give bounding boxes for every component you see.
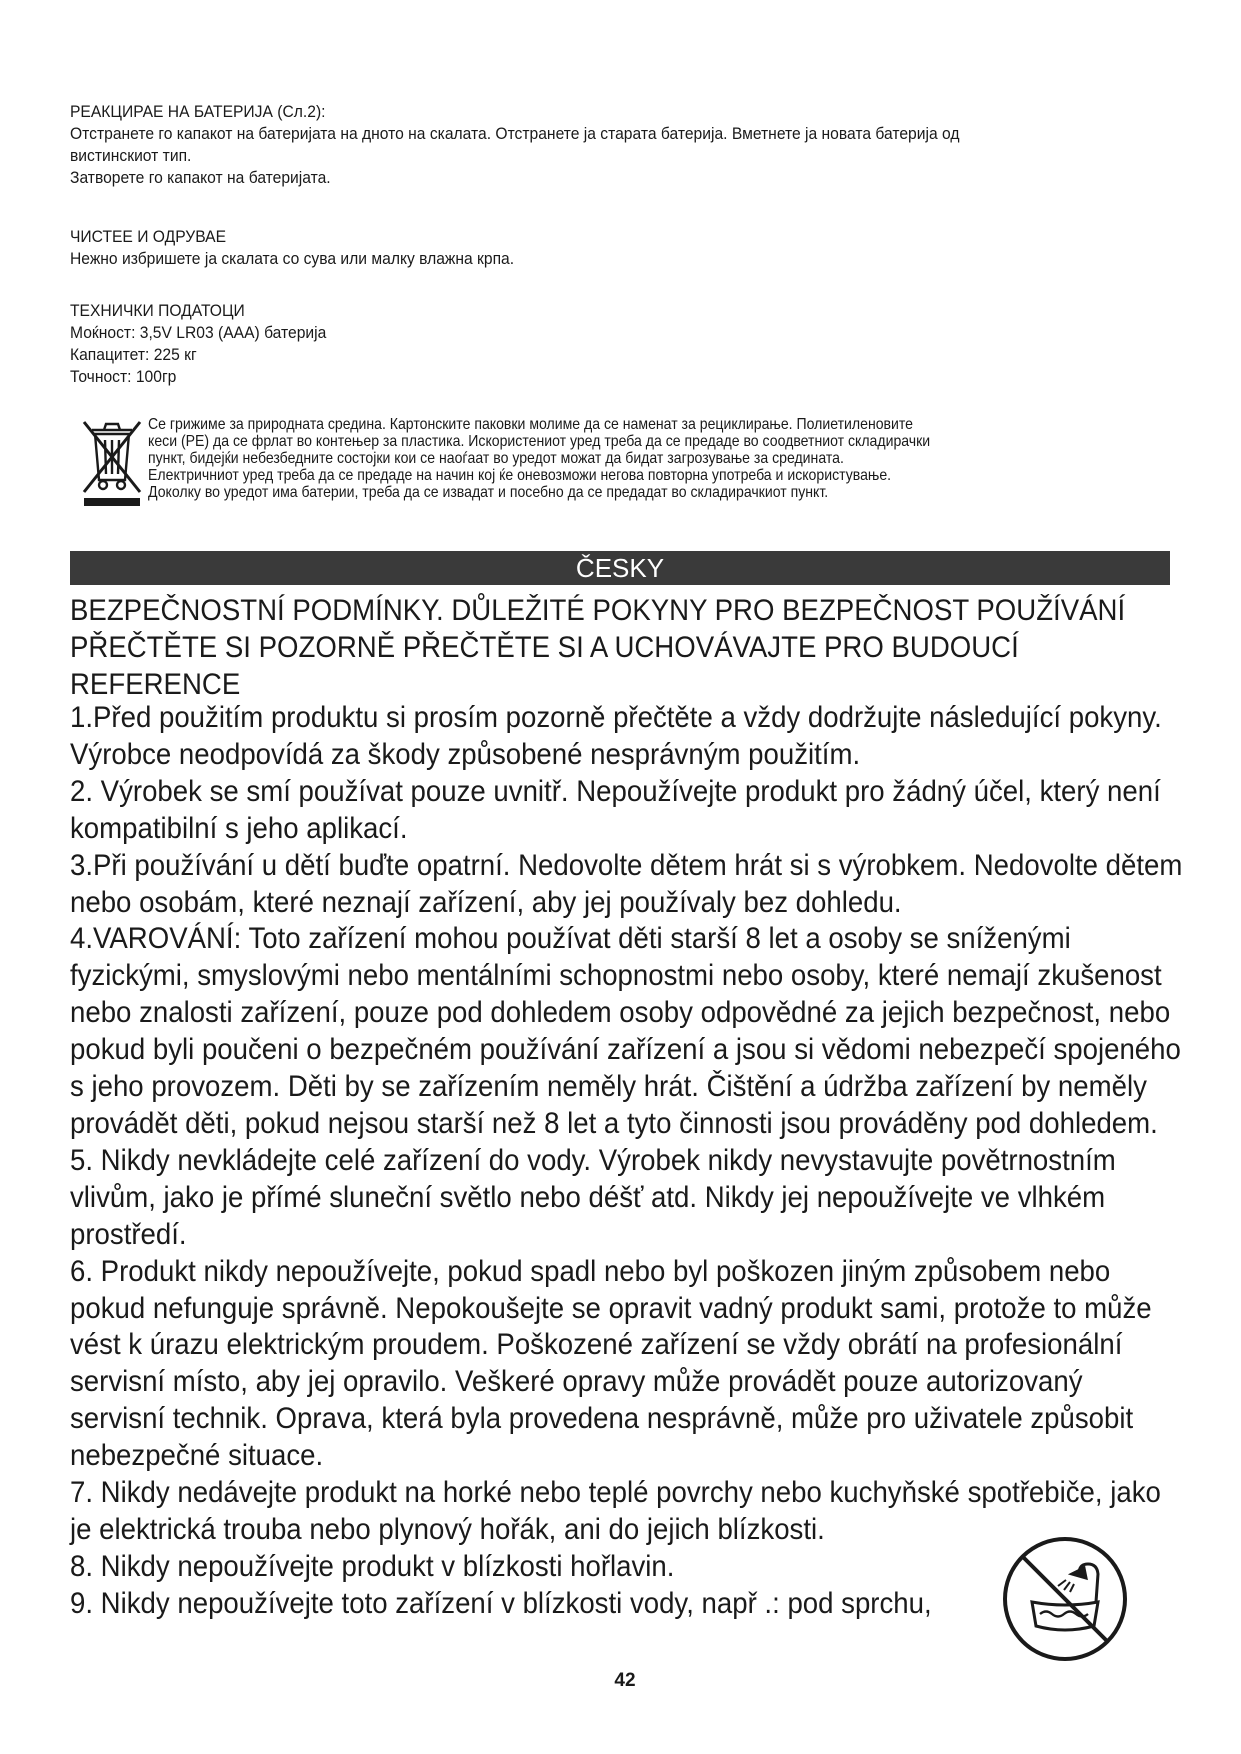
battery-section-line: вистинскиот тип. (70, 146, 192, 165)
instruction-line: vést k úrazu elektrickým proudem. Poškozené zařízení se vždy obrátí na profesionální (70, 1328, 1123, 1362)
instruction-line: 9. Nikdy nepoužívejte toto zařízení v blízkosti vody, např .: pod sprchu, (70, 1586, 932, 1620)
instruction-line: fyzickými, smyslovými nebo mentálními schopnostmi nebo osoby, které nemají zkušenost (70, 959, 1162, 993)
instruction-line: 1.Před použitím produktu si prosím pozorně přečtěte a vždy dodržujte následující pokyny. (70, 701, 1162, 734)
instruction-line: Výrobce neodpovídá za škody způsobené nesprávným použitím. (70, 737, 861, 771)
safety-instructions (70, 700, 1183, 1623)
instruction-line: nebo osobám, které neznají zařízení, aby jej používaly bez dohledu. (70, 885, 902, 919)
cleaning-section-line: Нежно избришете ја скалата со сува или малку влажна крпа. (70, 249, 515, 268)
instruction-line: 3.Při používání u dětí buďte opatrní. Nedovolte dětem hrát si s výrobkem. Nedovolte dětem (70, 848, 1183, 882)
safety-heading-line: PŘEČTĚTE SI POZORNĚ PŘEČTĚTE SI A UCHOVÁVAJTE PRO BUDOUCÍ (70, 631, 1019, 664)
environment-notice (148, 416, 1186, 501)
instruction-line: je elektrická trouba nebo plynový hořák, ani do jejich blízkosti. (70, 1512, 825, 1546)
instruction-line: servisní technik. Oprava, která byla provedena nesprávně, může pro uživatele způsobit (70, 1402, 1134, 1436)
safety-heading-line: BEZPEČNOSTNÍ PODMÍNKY. DŮLEŽITÉ POKYNY PRO BEZPEČNOST POUŽÍVÁNÍ (70, 594, 1126, 627)
instruction-line: 8. Nikdy nepoužívejte produkt v blízkosti hořlavin. (70, 1549, 675, 1583)
instruction-line: 5. Nikdy nevkládejte celé zařízení do vody. Výrobek nikdy nevystavujte povětrnostním (70, 1143, 1116, 1177)
instruction-line: s jeho provozem. Děti by se zařízením neměly hrát. Čištění a údržba zařízení by neměly (70, 1070, 1147, 1104)
battery-section-title: РЕАКЦИРАЕ НА БАТЕРИЈА (Сл.2): (70, 102, 326, 121)
weee-crossed-bin-icon (78, 416, 146, 508)
battery-section-line: Отстранете го капакот на батеријата на дното на скалата. Отстранете ја старата батерија. Вметнете ја новата батерија од (70, 124, 960, 143)
battery-section-line: Затворете го капакот на батеријата. (70, 168, 331, 187)
environment-notice-line: Електричниот уред треба да се предаде на начин кој ќе оневозможи негова повторна употреба и искористување. (148, 467, 892, 484)
specs-section-title: ТЕХНИЧКИ ПОДАТОЦИ (70, 301, 245, 320)
safety-heading-line: REFERENCE (70, 668, 241, 701)
instruction-line: prostředí. (70, 1217, 187, 1251)
environment-notice-line: Доколку во уредот има батерии, треба да се извадат и посебно да се предадат во складирачкиот пункт. (148, 484, 829, 501)
instruction-line: 2. Výrobek se smí používat pouze uvnitř. Nepoužívejte produkt pro žádný účel, který není (70, 774, 1161, 808)
instruction-line: servisní místo, aby jej opravilo. Veškeré opravy může provádět pouze autorizovaný (70, 1365, 1083, 1399)
page-number: 42 (614, 1670, 636, 1691)
spec-accuracy: Точност: 100гр (70, 367, 177, 386)
cleaning-section (70, 226, 1100, 270)
spec-capacity: Капацитет: 225 кг (70, 345, 197, 364)
instruction-line: pokud byli poučeni o bezpečném používání zařízení a jsou si vědomi nebezpečí spojeného (70, 1033, 1181, 1067)
instruction-line: 6. Produkt nikdy nepoužívejte, pokud spadl nebo byl poškozen jiným způsobem nebo (70, 1254, 1111, 1288)
environment-notice-line: Се грижиме за природната средина. Картонските паковки молиме да се наменат за рециклирање. Полиетиленовите (148, 416, 914, 433)
language-section-bar: ČESKY (70, 551, 1170, 585)
battery-replacement-section (70, 101, 1100, 189)
spec-power: Моќност: 3,5V LR03 (AAA) батерија (70, 323, 327, 342)
environment-notice-line: кеси (PE) да се фрлат во контењер за пластика. Искористениот уред треба да се предаде во соодветниот складирачки (148, 433, 931, 450)
instruction-line: provádět děti, pokud nejsou starší než 8 let a tyto činnosti jsou prováděny pod dohledem. (70, 1106, 1158, 1140)
instruction-line: 4.VAROVÁNÍ: Toto zařízení mohou používat děti starší 8 let a osoby se sníženými (70, 922, 1071, 956)
technical-specs-section (70, 300, 1100, 388)
instruction-line: kompatibilní s jeho aplikací. (70, 811, 408, 845)
safety-heading (70, 592, 1156, 703)
instruction-line: nebezpečné situace. (70, 1439, 324, 1473)
instruction-line: nebo znalosti zařízení, pouze pod dohledem osoby odpovědné za jejich bezpečnost, nebo (70, 996, 1171, 1030)
environment-notice-line: пункт, бидејќи небезбедните состојки кои се наоѓаат во уредот можат да бидат загрозување за средината. (148, 450, 844, 467)
no-shower-bath-icon (1000, 1534, 1130, 1664)
cleaning-section-title: ЧИСТЕЕ И ОДРУВАЕ (70, 227, 227, 246)
instruction-line: vlivům, jako je přímé sluneční světlo nebo déšť atd. Nikdy jej nepoužívejte ve vlhkém (70, 1180, 1106, 1214)
instruction-line: 7. Nikdy nedávejte produkt na horké nebo teplé povrchy nebo kuchyňské spotřebiče, jako (70, 1476, 1161, 1510)
instruction-line: pokud nefunguje správně. Nepokoušejte se opravit vadný produkt sami, protože to může (70, 1291, 1152, 1325)
